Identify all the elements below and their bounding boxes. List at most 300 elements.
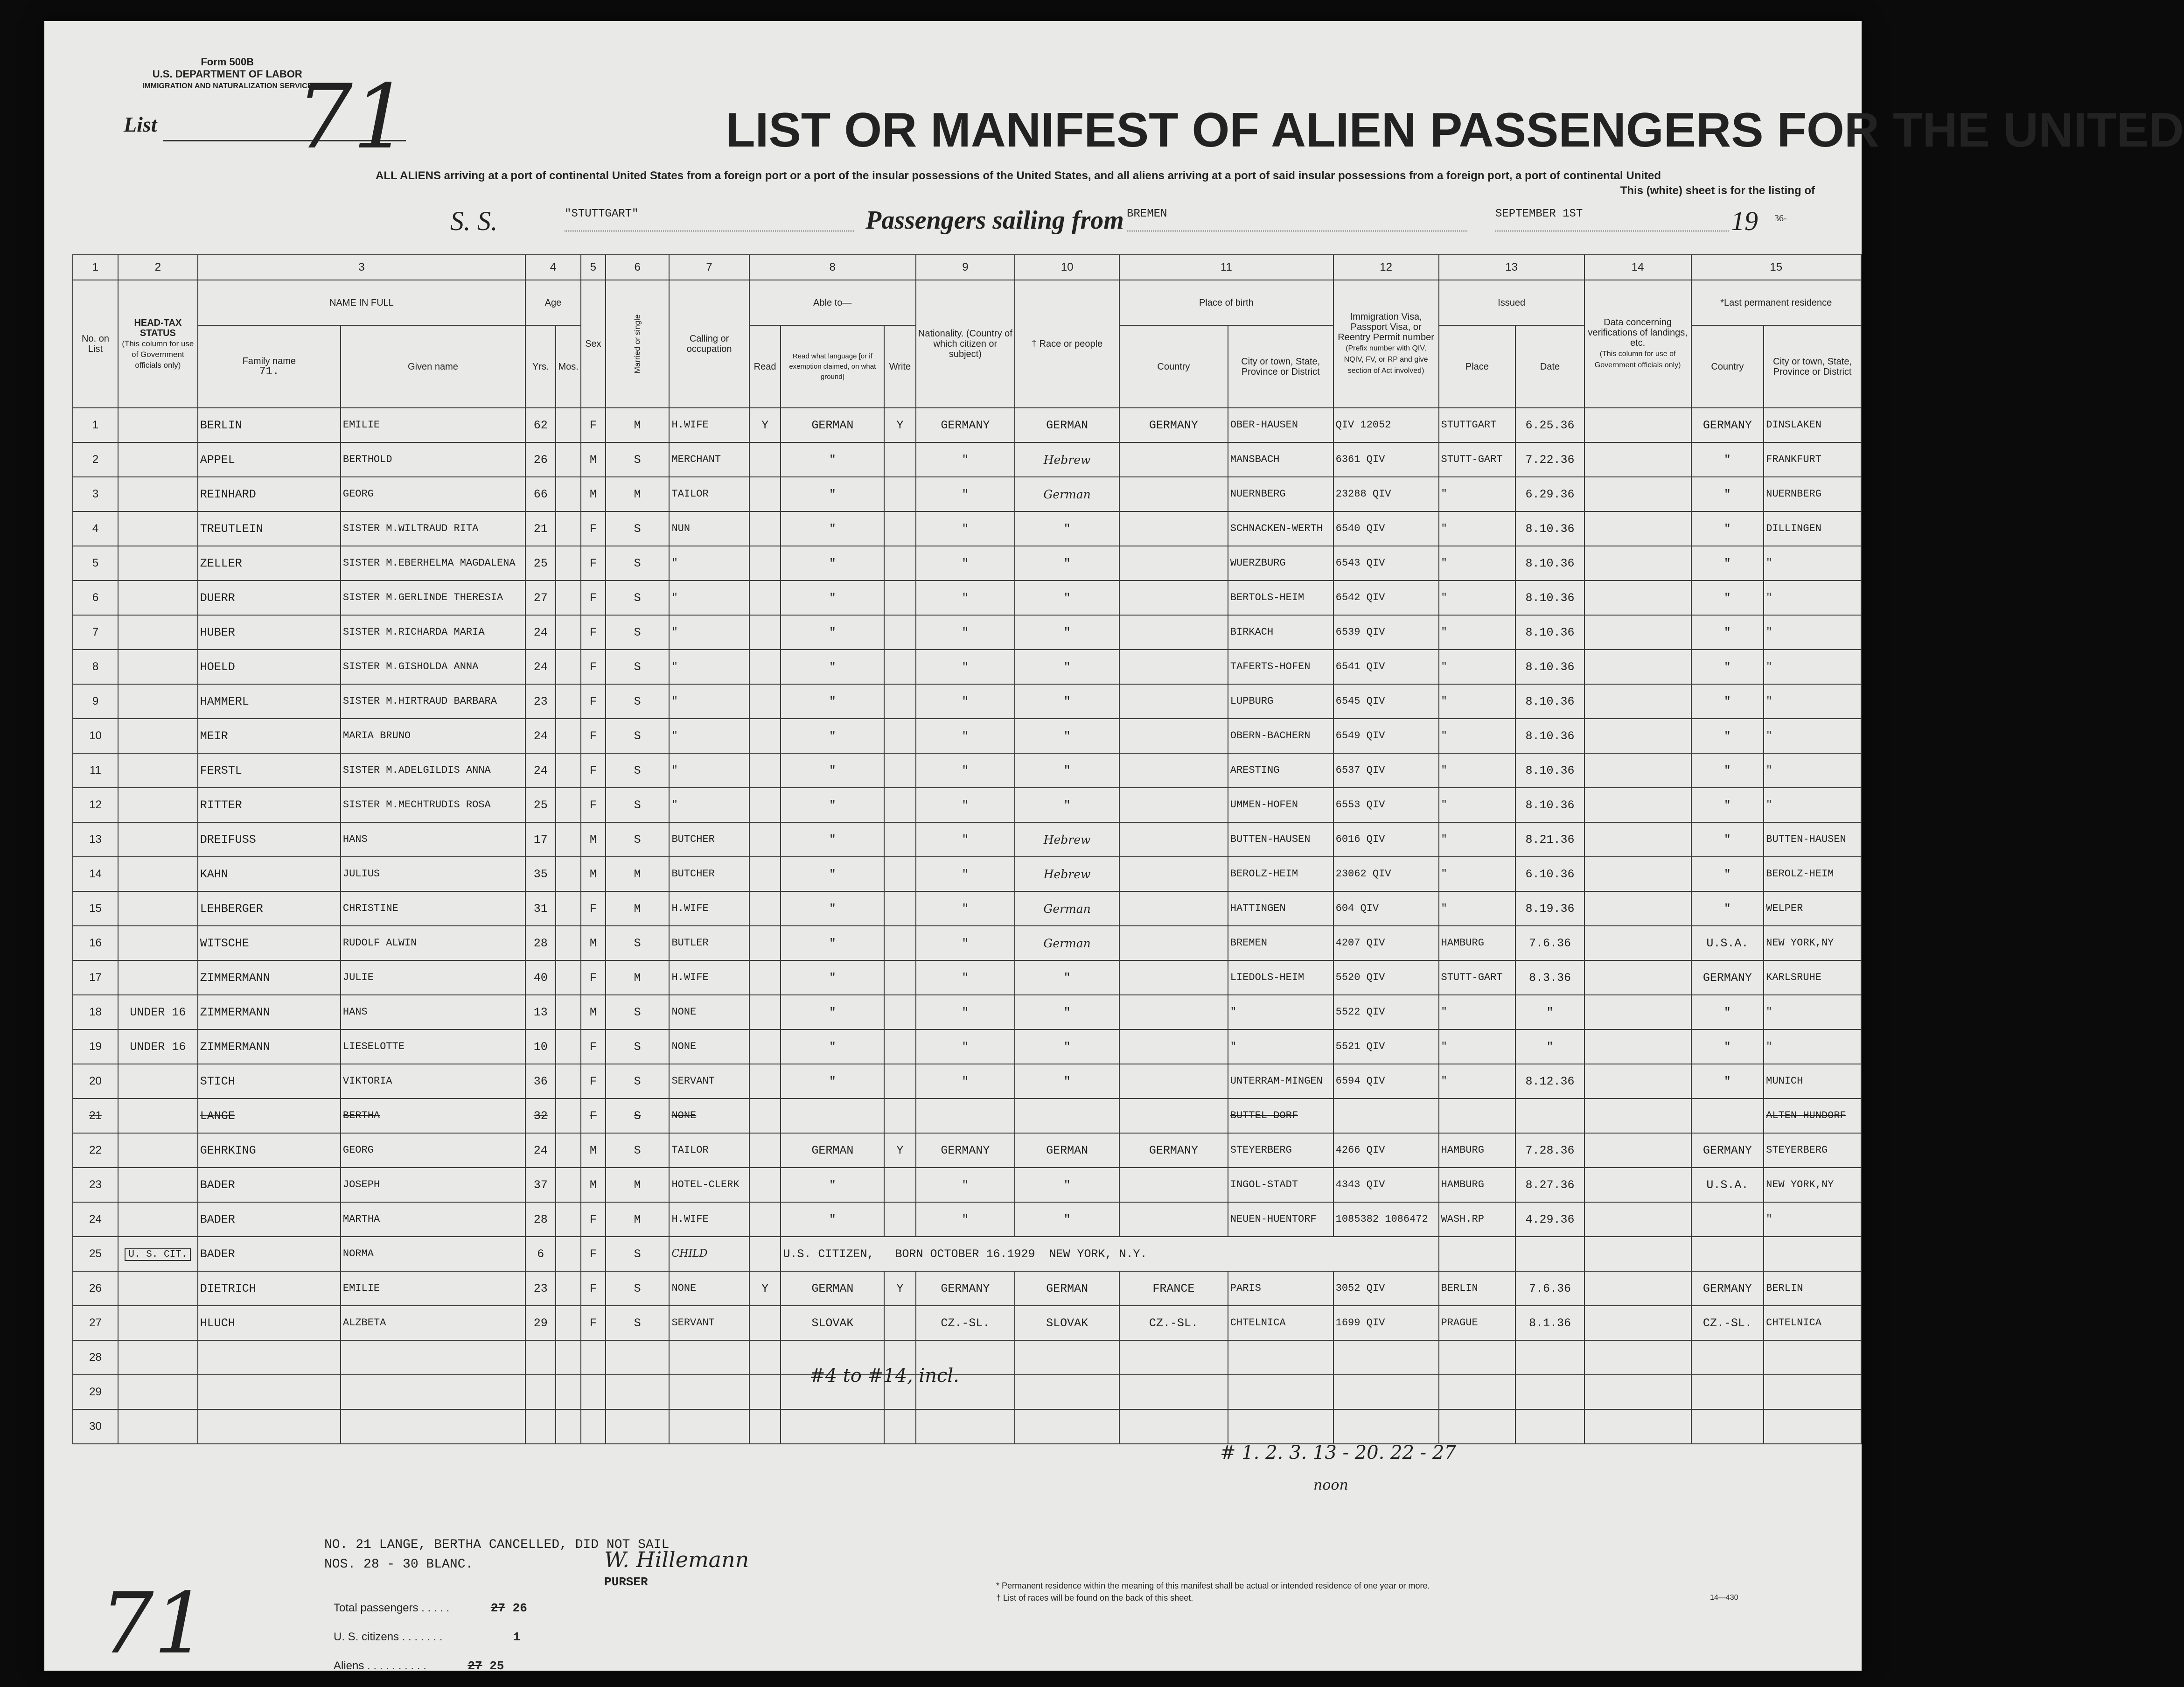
purser-title: PURSER	[604, 1575, 648, 1589]
can-write	[884, 719, 915, 753]
issued-date	[1515, 1340, 1584, 1375]
nationality	[916, 1099, 1015, 1133]
row-number: 12	[73, 788, 118, 822]
table-row	[73, 1340, 1861, 1375]
family-name: BADER	[198, 1237, 341, 1271]
given-name: SISTER M.HIRTRAUD BARBARA	[341, 684, 525, 719]
age-months	[556, 581, 580, 615]
visa-number: 6361 QIV	[1333, 442, 1439, 477]
row-number: 29	[73, 1375, 118, 1409]
marital-status: S	[606, 581, 670, 615]
issued-date: 8.1.36	[1515, 1306, 1584, 1340]
age-years: 32	[525, 1099, 556, 1133]
marital-status: M	[606, 1202, 670, 1237]
table-row	[73, 1064, 1861, 1099]
table-row	[73, 1375, 1861, 1409]
residence-country: "	[1691, 891, 1764, 926]
given-name	[341, 1409, 525, 1444]
race: "	[1015, 650, 1119, 684]
read-language: GERMAN	[781, 408, 884, 442]
occupation: BUTLER	[669, 926, 749, 960]
issued-place	[1439, 1375, 1516, 1409]
residence-city: "	[1764, 719, 1861, 753]
visa-number: 6540 QIV	[1333, 511, 1439, 546]
row-number: 11	[73, 753, 118, 788]
age-months	[556, 788, 580, 822]
marital-status: M	[606, 857, 670, 891]
age-years: 36	[525, 1064, 556, 1099]
age-months	[556, 408, 580, 442]
age-years: 17	[525, 822, 556, 857]
header-family-name	[198, 325, 341, 408]
can-read	[749, 1202, 781, 1237]
age-years: 24	[525, 615, 556, 650]
residence-city: DINSLAKEN	[1764, 408, 1861, 442]
visa-number: 1085382 1086472	[1333, 1202, 1439, 1237]
marital-status: S	[606, 822, 670, 857]
age-months	[556, 1099, 580, 1133]
can-write	[884, 1029, 915, 1064]
race: SLOVAK	[1015, 1306, 1119, 1340]
residence-city: BUTTEN-HAUSEN	[1764, 822, 1861, 857]
sex: F	[581, 753, 606, 788]
head-tax-status	[118, 753, 198, 788]
race: "	[1015, 719, 1119, 753]
punch-hole-3	[2154, 527, 2175, 548]
sex: F	[581, 788, 606, 822]
birth-country	[1119, 1202, 1228, 1237]
table-row	[73, 753, 1861, 788]
age-months	[556, 926, 580, 960]
year-suffix: 36-	[1774, 213, 1787, 224]
birth-city: LIEDOLS-HEIM	[1228, 960, 1333, 995]
table-row	[73, 1409, 1861, 1444]
read-language: "	[781, 719, 884, 753]
marital-status: S	[606, 1064, 670, 1099]
table-row	[73, 1202, 1861, 1237]
residence-country	[1691, 1409, 1764, 1444]
read-language: "	[781, 1029, 884, 1064]
verification-note: (This column for use of Government officials only)	[1594, 350, 1681, 369]
occupation	[669, 1340, 749, 1375]
header-res-city: City or town, State, Province or District	[1764, 325, 1861, 408]
can-write: Y	[884, 408, 915, 442]
verification	[1584, 477, 1691, 511]
birth-city: BERTOLS-HEIM	[1228, 581, 1333, 615]
total-aliens-number: 25	[489, 1659, 504, 1673]
read-language	[781, 1099, 884, 1133]
issued-date: "	[1515, 995, 1584, 1029]
birth-city: UMMEN-HOFEN	[1228, 788, 1333, 822]
header-sex: Sex	[581, 280, 606, 408]
row-number: 28	[73, 1340, 118, 1375]
birth-country: CZ.-SL.	[1119, 1306, 1228, 1340]
header-race: † Race or people	[1015, 280, 1119, 408]
race	[1015, 1340, 1119, 1375]
age-years: 66	[525, 477, 556, 511]
col-num-11: 11	[1119, 255, 1333, 280]
occupation: "	[669, 581, 749, 615]
residence-city: "	[1764, 684, 1861, 719]
birth-country	[1119, 1099, 1228, 1133]
race: GERMAN	[1015, 1271, 1119, 1306]
issued-date: "	[1515, 1029, 1584, 1064]
issued-place: "	[1439, 546, 1516, 581]
read-language: "	[781, 684, 884, 719]
birth-city: OBERN-BACHERN	[1228, 719, 1333, 753]
issued-date	[1515, 1409, 1584, 1444]
issued-place: "	[1439, 684, 1516, 719]
residence-country: "	[1691, 511, 1764, 546]
verification	[1584, 1271, 1691, 1306]
can-read	[749, 477, 781, 511]
occupation: SERVANT	[669, 1306, 749, 1340]
can-read	[749, 1133, 781, 1168]
col-num-4: 4	[525, 255, 581, 280]
age-months	[556, 1202, 580, 1237]
residence-country: "	[1691, 822, 1764, 857]
race: German	[1015, 477, 1119, 511]
table-row	[73, 408, 1861, 442]
row-number: 19	[73, 1029, 118, 1064]
read-language: "	[781, 581, 884, 615]
birth-country	[1119, 1375, 1228, 1409]
age-years: 21	[525, 511, 556, 546]
occupation: HOTEL-CLERK	[669, 1168, 749, 1202]
residence-country: U.S.A.	[1691, 1168, 1764, 1202]
family-name: BERLIN	[198, 408, 341, 442]
visa-number: QIV 12052	[1333, 408, 1439, 442]
header-last-residence: *Last permanent residence	[1691, 280, 1861, 325]
visa-number: 6553 QIV	[1333, 788, 1439, 822]
col-num-3: 3	[198, 255, 525, 280]
row-number: 14	[73, 857, 118, 891]
race: Hebrew	[1015, 857, 1119, 891]
birth-city: "	[1228, 995, 1333, 1029]
race: Hebrew	[1015, 442, 1119, 477]
age-months	[556, 1133, 580, 1168]
head-tax-status	[118, 1202, 198, 1237]
birth-country	[1119, 995, 1228, 1029]
row-number: 9	[73, 684, 118, 719]
header-given-name: Given name	[341, 325, 525, 408]
subtitle-line-2: This (white) sheet is for the listing of	[1620, 184, 1815, 197]
margin-list-number: 71	[100, 1575, 208, 1673]
family-name: HUBER	[198, 615, 341, 650]
can-write	[884, 1202, 915, 1237]
race: "	[1015, 1064, 1119, 1099]
occupation: NONE	[669, 1029, 749, 1064]
header-able-to: Able to—	[749, 280, 916, 325]
head-tax-status	[118, 788, 198, 822]
punch-hole-4	[2154, 1034, 2175, 1054]
read-language: "	[781, 650, 884, 684]
header-language: Read what language [or if exemption claimed, on what ground]	[781, 325, 884, 408]
birth-country	[1119, 891, 1228, 926]
note-line-1: NO. 21 LANGE, BERTHA CANCELLED, DID NOT SAIL	[324, 1538, 670, 1552]
can-write	[884, 926, 915, 960]
given-name: SISTER M.ADELGILDIS ANNA	[341, 753, 525, 788]
head-tax-status	[118, 546, 198, 581]
occupation: H.WIFE	[669, 1202, 749, 1237]
header-yrs: Yrs.	[525, 325, 556, 408]
head-tax-note: (This column for use of Government officials only)	[122, 339, 194, 370]
birth-city: OBER-HAUSEN	[1228, 408, 1333, 442]
visa-number: 1699 QIV	[1333, 1306, 1439, 1340]
residence-country: "	[1691, 788, 1764, 822]
visa-number: 5521 QIV	[1333, 1029, 1439, 1064]
age-years: 23	[525, 1271, 556, 1306]
race: "	[1015, 684, 1119, 719]
issued-place: BERLIN	[1439, 1271, 1516, 1306]
annotation-row-30: noon	[1313, 1477, 1348, 1493]
verification	[1584, 1064, 1691, 1099]
issued-place: HAMBURG	[1439, 1133, 1516, 1168]
issued-date: 8.10.36	[1515, 511, 1584, 546]
list-number: 71	[296, 65, 409, 168]
age-months	[556, 960, 580, 995]
punch-hole-1	[2154, 215, 2175, 235]
age-years	[525, 1340, 556, 1375]
age-months	[556, 1409, 580, 1444]
visa-number: 4266 QIV	[1333, 1133, 1439, 1168]
verification	[1584, 857, 1691, 891]
can-write	[884, 442, 915, 477]
residence-city: "	[1764, 788, 1861, 822]
sex: F	[581, 615, 606, 650]
birth-country	[1119, 546, 1228, 581]
header-birth-city: City or town, State, Province or District	[1228, 325, 1333, 408]
residence-city: "	[1764, 650, 1861, 684]
visa-number	[1333, 1375, 1439, 1409]
header-verification	[1584, 280, 1691, 408]
birth-country	[1119, 788, 1228, 822]
occupation	[669, 1375, 749, 1409]
verification	[1584, 1237, 1691, 1271]
sex: F	[581, 511, 606, 546]
birth-city: ARESTING	[1228, 753, 1333, 788]
visa-note: (Prefix number with QIV, NQIV, FV, or RP and give section of Act involved)	[1344, 344, 1428, 375]
family-name: BADER	[198, 1202, 341, 1237]
can-write	[884, 650, 915, 684]
family-name	[198, 1409, 341, 1444]
race: German	[1015, 926, 1119, 960]
read-language: "	[781, 1064, 884, 1099]
occupation: SERVANT	[669, 1064, 749, 1099]
age-years: 6	[525, 1237, 556, 1271]
can-read	[749, 1375, 781, 1409]
residence-city: BEROLZ-HEIM	[1764, 857, 1861, 891]
issued-place: "	[1439, 891, 1516, 926]
race: "	[1015, 753, 1119, 788]
birth-country	[1119, 1409, 1228, 1444]
race: "	[1015, 1168, 1119, 1202]
table-row	[73, 477, 1861, 511]
residence-city: "	[1764, 1202, 1861, 1237]
residence-country: "	[1691, 753, 1764, 788]
nationality: "	[916, 546, 1015, 581]
can-read	[749, 546, 781, 581]
row-number: 4	[73, 511, 118, 546]
issued-place: "	[1439, 650, 1516, 684]
race	[1015, 1375, 1119, 1409]
head-tax-title: HEAD-TAX STATUS	[134, 317, 182, 338]
occupation: H.WIFE	[669, 891, 749, 926]
form-header	[142, 56, 312, 92]
col-num-10: 10	[1015, 255, 1119, 280]
residence-city: WELPER	[1764, 891, 1861, 926]
birth-city: BUTTEL-DORF	[1228, 1099, 1333, 1133]
residence-country: U.S.A.	[1691, 926, 1764, 960]
col-num-5: 5	[581, 255, 606, 280]
birth-country	[1119, 926, 1228, 960]
age-months	[556, 615, 580, 650]
head-tax-status	[118, 857, 198, 891]
read-language	[781, 1409, 884, 1444]
header-read: Read	[749, 325, 781, 408]
marital-status: S	[606, 1099, 670, 1133]
header-no-on-list: No. on List	[73, 280, 118, 408]
row-number: 15	[73, 891, 118, 926]
issued-place: "	[1439, 719, 1516, 753]
can-write	[884, 1168, 915, 1202]
total-citizens-value: 1	[513, 1630, 521, 1644]
family-name: MEIR	[198, 719, 341, 753]
marital-status: S	[606, 684, 670, 719]
read-language: "	[781, 615, 884, 650]
residence-country: "	[1691, 581, 1764, 615]
birth-city: CHTELNICA	[1228, 1306, 1333, 1340]
table-row	[73, 1099, 1861, 1133]
row-number: 27	[73, 1306, 118, 1340]
table-row	[73, 615, 1861, 650]
given-name: GEORG	[341, 1133, 525, 1168]
nationality: "	[916, 442, 1015, 477]
given-name	[341, 1375, 525, 1409]
family-name: WITSCHE	[198, 926, 341, 960]
family-name: APPEL	[198, 442, 341, 477]
birth-city: INGOL-STADT	[1228, 1168, 1333, 1202]
visa-number: 6539 QIV	[1333, 615, 1439, 650]
age-years: 25	[525, 546, 556, 581]
age-months	[556, 891, 580, 926]
service: IMMIGRATION AND NATURALIZATION SERVICE	[142, 82, 313, 90]
header-row-a	[73, 280, 1861, 325]
verification	[1584, 1409, 1691, 1444]
can-write: Y	[884, 1271, 915, 1306]
row-number: 25	[73, 1237, 118, 1271]
family-name	[198, 1375, 341, 1409]
age-years: 35	[525, 857, 556, 891]
can-read	[749, 1409, 781, 1444]
total-passengers: Total passengers . . . . . 27 26	[334, 1594, 527, 1623]
issued-place: "	[1439, 581, 1516, 615]
birth-country	[1119, 857, 1228, 891]
occupation: TAILOR	[669, 1133, 749, 1168]
residence-city	[1764, 1409, 1861, 1444]
verification-title: Data concerning verifications of landings, etc.	[1588, 317, 1688, 348]
residence-country: GERMANY	[1691, 1271, 1764, 1306]
row-number: 1	[73, 408, 118, 442]
birth-city: WUERZBURG	[1228, 546, 1333, 581]
issued-place: HAMBURG	[1439, 1168, 1516, 1202]
nationality: CZ.-SL.	[916, 1306, 1015, 1340]
table-row	[73, 442, 1861, 477]
can-read	[749, 788, 781, 822]
sex: F	[581, 1271, 606, 1306]
head-tax-status: UNDER 16	[118, 995, 198, 1029]
issued-place: PRAGUE	[1439, 1306, 1516, 1340]
total-passengers-number: 26	[512, 1601, 527, 1615]
row-number: 22	[73, 1133, 118, 1168]
sex: M	[581, 477, 606, 511]
sailing-label: Passengers sailing from	[865, 206, 1124, 235]
sex: M	[581, 1133, 606, 1168]
nationality	[916, 1409, 1015, 1444]
age-months	[556, 477, 580, 511]
can-write	[884, 1306, 915, 1340]
race: GERMAN	[1015, 1133, 1119, 1168]
residence-city	[1764, 1375, 1861, 1409]
visa-number: 6016 QIV	[1333, 822, 1439, 857]
age-years: 62	[525, 408, 556, 442]
col-num-2: 2	[118, 255, 198, 280]
visa-number	[1333, 1099, 1439, 1133]
header-issued-place: Place	[1439, 325, 1516, 408]
birth-country	[1119, 684, 1228, 719]
footnotes	[996, 1580, 1430, 1604]
race: "	[1015, 995, 1119, 1029]
issued-place: "	[1439, 477, 1516, 511]
nationality: "	[916, 995, 1015, 1029]
table-row	[73, 546, 1861, 581]
visa-number: 5522 QIV	[1333, 995, 1439, 1029]
given-name: JOSEPH	[341, 1168, 525, 1202]
residence-city: CHTELNICA	[1764, 1306, 1861, 1340]
visa-number: 6541 QIV	[1333, 650, 1439, 684]
race: "	[1015, 546, 1119, 581]
age-months	[556, 1029, 580, 1064]
residence-city: BERLIN	[1764, 1271, 1861, 1306]
table-row	[73, 926, 1861, 960]
table-row	[73, 1133, 1861, 1168]
age-months	[556, 1375, 580, 1409]
age-years: 25	[525, 788, 556, 822]
issued-place: "	[1439, 753, 1516, 788]
row-number: 21	[73, 1099, 118, 1133]
residence-city: "	[1764, 615, 1861, 650]
occupation: MERCHANT	[669, 442, 749, 477]
residence-country: "	[1691, 442, 1764, 477]
given-name: SISTER M.MECHTRUDIS ROSA	[341, 788, 525, 822]
birth-city: NUERNBERG	[1228, 477, 1333, 511]
issued-place: "	[1439, 1064, 1516, 1099]
birth-city: TAFERTS-HOFEN	[1228, 650, 1333, 684]
birth-country	[1119, 1340, 1228, 1375]
residence-city: KARLSRUHE	[1764, 960, 1861, 995]
issued-date: 6.25.36	[1515, 408, 1584, 442]
occupation: BUTCHER	[669, 857, 749, 891]
residence-city: NEW YORK,NY	[1764, 1168, 1861, 1202]
birth-city: "	[1228, 1029, 1333, 1064]
read-language: "	[781, 857, 884, 891]
head-tax-status	[118, 408, 198, 442]
can-write	[884, 1064, 915, 1099]
sex: F	[581, 891, 606, 926]
residence-city	[1764, 1237, 1861, 1271]
age-months	[556, 753, 580, 788]
age-years: 28	[525, 926, 556, 960]
